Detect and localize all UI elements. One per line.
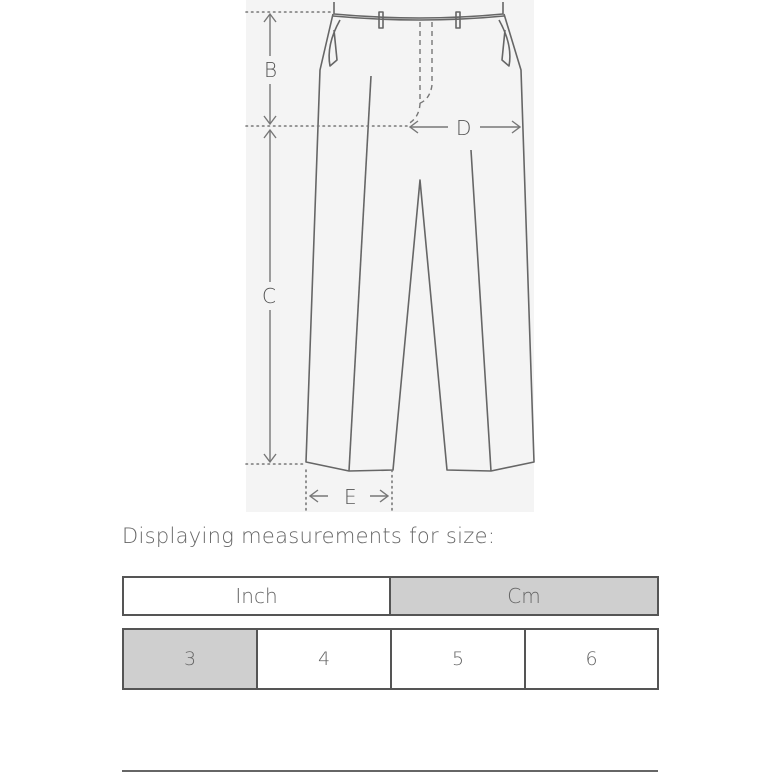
divider [122,770,658,772]
unit-toggle-inch[interactable]: Inch [122,576,391,616]
dimension-label-d: D [456,116,472,140]
size-option-4[interactable]: 4 [256,628,392,690]
size-option-5[interactable]: 5 [390,628,526,690]
size-option-6[interactable]: 6 [524,628,659,690]
crease-right [471,150,491,471]
belt-loop-right [456,12,460,28]
size-option-3[interactable]: 3 [122,628,258,690]
dimension-label-e: E [344,485,357,509]
crease-left [349,76,371,471]
unit-toggle-cm[interactable]: Cm [389,576,659,616]
size-prompt-text: Displaying measurements for size: [122,524,496,548]
pants-outline [306,14,534,471]
dimension-label-c: C [262,284,276,308]
waistband [334,2,503,18]
fly-center [408,22,420,124]
dimension-label-b: B [264,58,278,82]
